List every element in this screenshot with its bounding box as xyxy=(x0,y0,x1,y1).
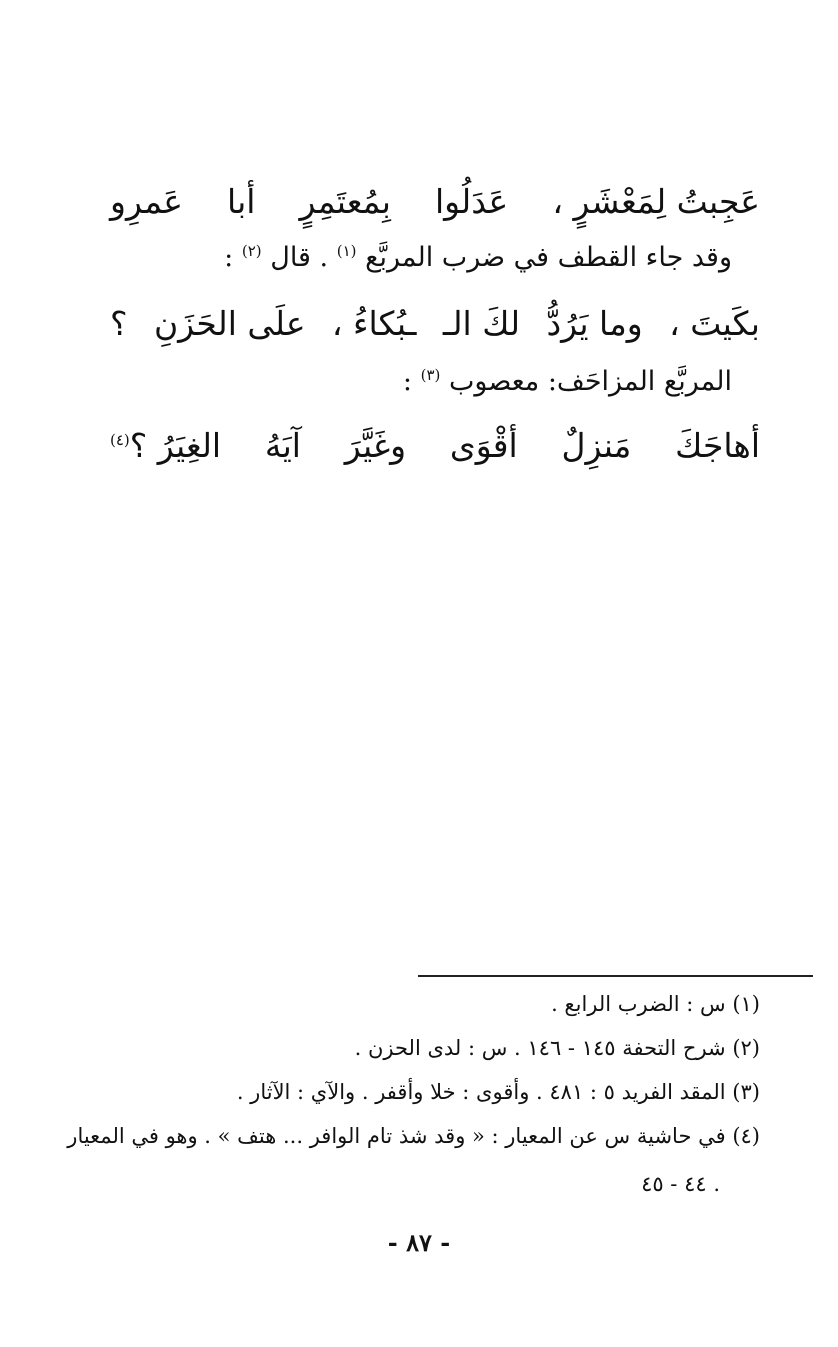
verse-1-segment: بِمُعتَمِرٍ xyxy=(299,182,391,221)
footnote-ref-1: (١) xyxy=(336,242,357,260)
verse-3-segment: آيَهُ xyxy=(264,426,301,465)
prose-2-end: : xyxy=(402,366,412,397)
verse-3-segment: أقْوَى xyxy=(449,426,518,465)
footnote-3: (٣) المقد الفريد ٥ : ٤٨١ . وأقوى : خلا وأقفر . والآي : الآثار . xyxy=(236,1080,760,1104)
verse-3-segment: أهاجَكَ xyxy=(675,426,760,465)
footnote-2: (٢) شرح التحفة ١٤٥ - ١٤٦ . س : لدى الحزن . xyxy=(354,1036,760,1060)
verse-line-1 xyxy=(110,182,760,221)
verse-line-3 xyxy=(110,426,760,465)
prose-1-middle: . قال xyxy=(270,242,329,273)
verse-line-2 xyxy=(110,304,760,343)
footnote-ref-4: (٤) xyxy=(110,431,130,449)
verse-3-segment: وغَيَّرَ xyxy=(344,426,407,465)
footnote-4-continuation: ٤٤ - ٤٥ . xyxy=(641,1172,720,1196)
footnote-1: (١) س : الضرب الرابع . xyxy=(551,992,760,1016)
verse-2-segment: لكَ الـ xyxy=(442,304,521,343)
verse-1-segment: عَمرِو xyxy=(110,182,183,221)
verse-2-segment: ـبُكاءُ ، xyxy=(331,304,417,343)
prose-line-2 xyxy=(110,366,760,397)
verse-3-segment xyxy=(110,426,221,465)
prose-2-text: المربَّع المزاحَف: معصوب xyxy=(448,366,732,397)
verse-2-segment: ؟ xyxy=(110,304,128,343)
footnote-ref-2: (٢) xyxy=(241,242,262,260)
footnote-4: (٤) في حاشية س عن المعيار : « وقد شذ تام الوافر ... هتف » . وهو في المعيار xyxy=(67,1124,760,1148)
verse-2-segment: بكَيتَ ، xyxy=(669,304,760,343)
verse-1-segment: أبا xyxy=(227,182,256,221)
verse-1-segment: عَجِبتُ لِمَعْشَرٍ ، xyxy=(552,182,760,221)
verse-2-segment: وما يَرُدُّ xyxy=(546,304,643,343)
page-number: - ٨٧ - xyxy=(387,1228,451,1257)
verse-3-last-word: الغِيَرُ ؟ xyxy=(129,426,222,465)
footnote-divider xyxy=(418,975,813,977)
prose-1-end: : xyxy=(224,242,234,273)
prose-line-1 xyxy=(110,242,760,273)
verse-2-segment: علَى الحَزَنِ xyxy=(153,304,306,343)
prose-1-text: وقد جاء القطف في ضرب المربَّع xyxy=(365,242,732,273)
footnote-ref-3: (٣) xyxy=(420,366,441,384)
verse-3-segment: مَنزِلٌ xyxy=(561,426,632,465)
verse-1-segment: عَدَلُوا xyxy=(434,182,509,221)
